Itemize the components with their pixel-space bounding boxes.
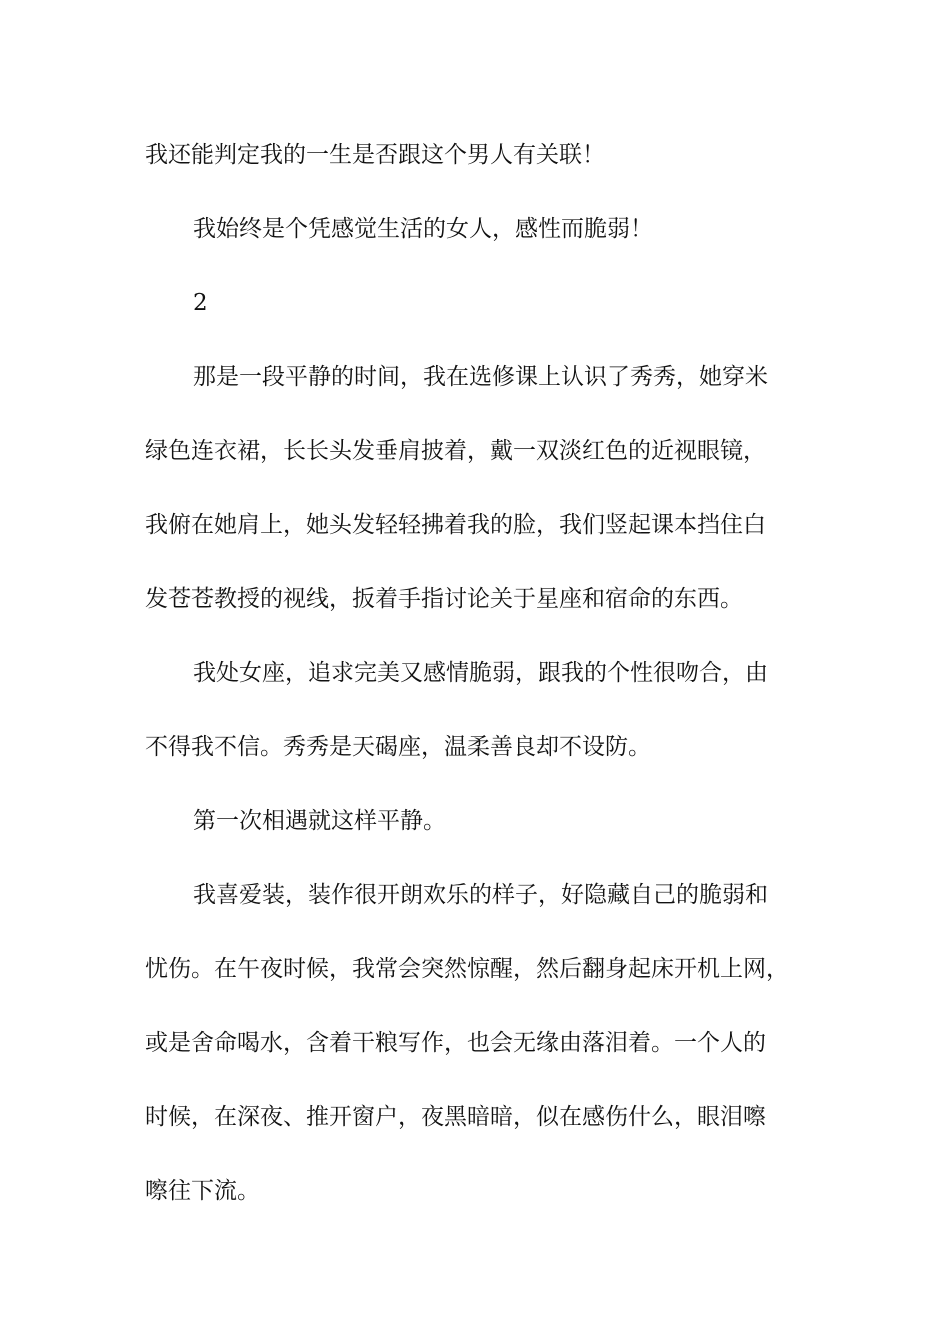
- text-line: 我还能判定我的一生是否跟这个男人有关联！: [145, 142, 605, 168]
- text-line: 那是一段平静的时间，我在选修课上认识了秀秀，她穿米: [193, 364, 768, 390]
- document-body: [145, 131, 825, 1241]
- text-line: 我始终是个凭感觉生活的女人，感性而脆弱！: [193, 216, 653, 242]
- text-line: 绿色连衣裙，长长头发垂肩披着，戴一双淡红色的近视眼镜，: [145, 438, 766, 464]
- text-line: 我喜爱装，装作很开朗欢乐的样子，好隐藏自己的脆弱和: [193, 882, 768, 908]
- text-line: 我处女座，追求完美又感情脆弱，跟我的个性很吻合，由: [193, 660, 768, 686]
- text-line: 第一次相遇就这样平静。: [193, 808, 446, 834]
- text-line: 我俯在她肩上，她头发轻轻拂着我的脸，我们竖起课本挡住白: [145, 512, 766, 538]
- text-line: 时候，在深夜、推开窗户，夜黑暗暗，似在感伤什么，眼泪嚓: [145, 1104, 766, 1130]
- text-line: 不得我不信。秀秀是天碣座，温柔善良却不设防。: [145, 734, 651, 760]
- text-line: 忧伤。在午夜时候，我常会突然惊醒，然后翻身起床开机上网，: [145, 956, 789, 982]
- section-number: 2: [193, 290, 208, 316]
- text-line: 嚓往下流。: [145, 1178, 260, 1204]
- text-line: 发苍苍教授的视线，扳着手指讨论关于星座和宿命的东西。: [145, 586, 743, 612]
- text-line: 或是舍命喝水，含着干粮写作，也会无缘由落泪着。一个人的: [145, 1030, 766, 1056]
